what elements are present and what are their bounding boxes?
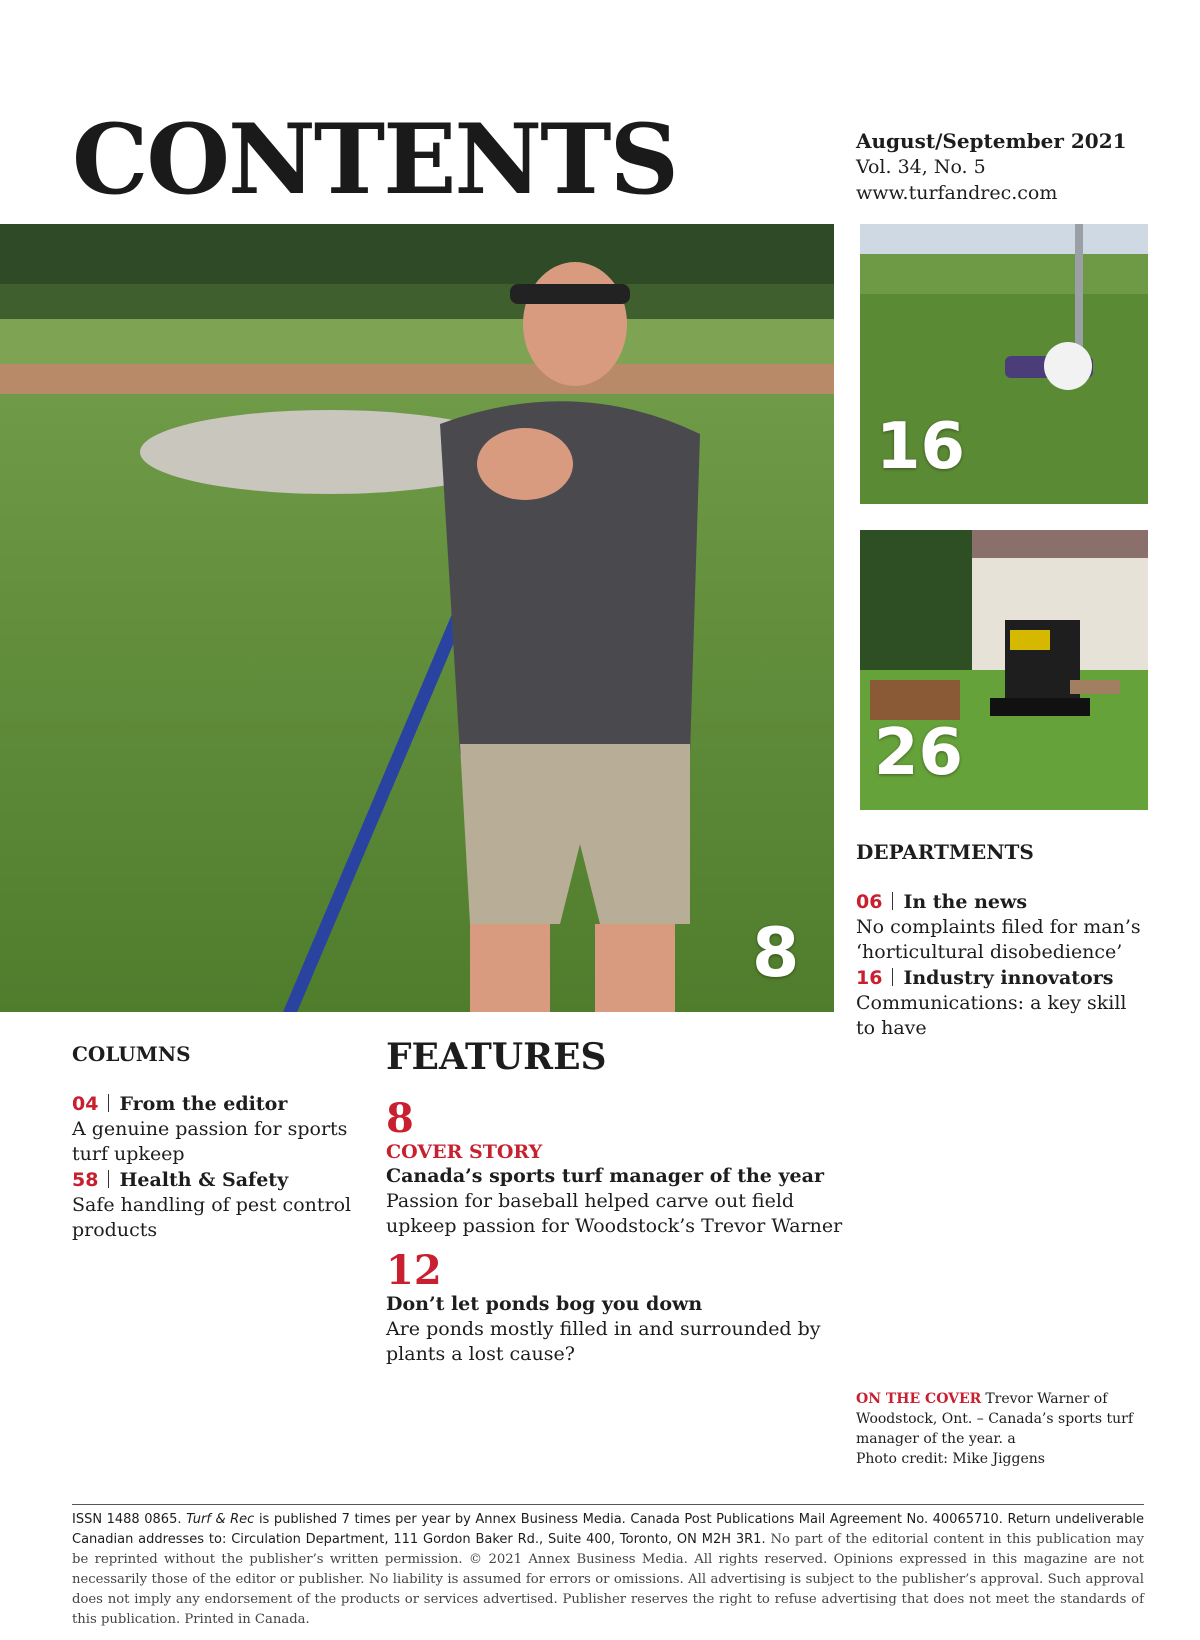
column-title: From the editor — [119, 1093, 288, 1115]
page-number: 04 — [72, 1093, 99, 1115]
column-description: A genuine passion for sports turf upkeep — [72, 1118, 348, 1165]
main-photo-page-number: 8 — [752, 914, 800, 993]
feature-description: Passion for baseball helped carve out field upkeep passion for Woodstock’s Trevor Warner — [386, 1190, 843, 1237]
feature-title: Don’t let ponds bog you down — [386, 1293, 703, 1315]
publication-footer — [72, 1510, 1144, 1630]
page-title: CONTENTS — [72, 103, 677, 216]
photo-credit: Photo credit: Mike Jiggens — [856, 1451, 1045, 1467]
publication-name: Turf & Rec — [186, 1512, 255, 1527]
feature-thumbnail-golf[interactable] — [860, 224, 1148, 504]
website-link[interactable]: www.turfandrec.com — [856, 182, 1058, 204]
feature-title: Canada’s sports turf manager of the year — [386, 1165, 824, 1187]
column-description: Safe handling of pest control products — [72, 1194, 352, 1241]
feature-item[interactable] — [386, 1095, 846, 1239]
cover-caption-text: Trevor Warner of Woodstock, Ont. – Canada’s sports turf manager of the year. a — [856, 1391, 1134, 1447]
main-cover-photo[interactable] — [0, 224, 834, 1012]
issue-volume: Vol. 34, No. 5 — [856, 156, 986, 178]
department-title: In the news — [903, 891, 1028, 913]
separator — [108, 1170, 109, 1188]
issue-date: August/September 2021 — [856, 129, 1127, 153]
cover-caption — [856, 1389, 1146, 1469]
footer-divider — [72, 1504, 1144, 1505]
on-the-cover-label: ON THE COVER — [856, 1391, 982, 1407]
department-description: Communications: a key skill to have — [856, 992, 1127, 1039]
feature-thumbnail-loader[interactable] — [860, 530, 1148, 810]
issn: ISSN 1488 0865. — [72, 1512, 182, 1527]
publication-info: is published 7 times per year by Annex Business Media. Canada Post Publications Mail Agreement No. 40065710. Return undeliverable Canadian addresses to: Circulation Department, 111 Gordon Baker Rd., Suite 400, Toronto, ON M2H 3R1. — [72, 1512, 1144, 1547]
issue-info — [856, 128, 1127, 206]
department-item[interactable] — [856, 966, 1146, 1041]
groundskeeper-photo-image — [0, 224, 834, 1012]
column-title: Health & Safety — [119, 1169, 289, 1191]
column-item[interactable] — [72, 1092, 362, 1167]
feature-page-number: 8 — [386, 1095, 414, 1142]
feature-page-number: 12 — [386, 1247, 442, 1294]
page-number: 58 — [72, 1169, 99, 1191]
column-item[interactable] — [72, 1168, 362, 1243]
legal-notice: No part of the editorial content in this publication may be reprinted without the publisher’s written permission. © 2021 Annex Business Media. All rights reserved. Opinions expressed in this magazine are not necessarily those of the editor or publisher. No liability is assumed for errors or omissions. All advertising is subject to the publisher’s approval. Such approval does not imply any endorsement of the products or services advertised. Publisher reserves the right to refuse advertising that does not meet the standards of this publication. Printed in Canada. — [72, 1532, 1144, 1627]
separator — [892, 892, 893, 910]
department-title: Industry innovators — [903, 967, 1114, 989]
department-item[interactable] — [856, 890, 1146, 965]
cover-story-label: COVER STORY — [386, 1141, 543, 1163]
page-number: 16 — [856, 967, 883, 989]
thumbnail-loader-page-number: 26 — [874, 716, 964, 790]
separator — [108, 1094, 109, 1112]
columns-heading: COLUMNS — [72, 1042, 191, 1066]
separator — [892, 968, 893, 986]
thumbnail-golf-page-number: 16 — [876, 410, 966, 484]
feature-description: Are ponds mostly filled in and surrounded by plants a lost cause? — [386, 1318, 821, 1365]
feature-item[interactable] — [386, 1247, 846, 1367]
departments-heading: DEPARTMENTS — [856, 840, 1034, 864]
page-number: 06 — [856, 891, 883, 913]
department-description: No complaints filed for man’s ‘horticultural disobedience’ — [856, 916, 1141, 963]
features-heading: FEATURES — [386, 1036, 607, 1078]
